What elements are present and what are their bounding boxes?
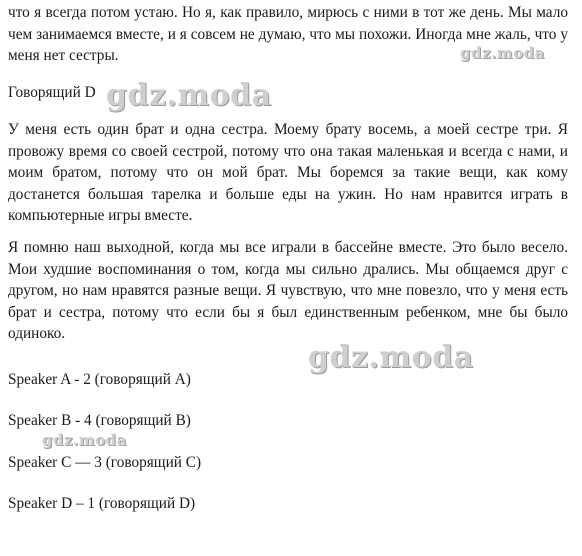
answer-speaker-a: Speaker A - 2 (говорящий А) xyxy=(8,371,191,388)
intro-paragraph: что я всегда потом устаю. Но я, как правило, мирюсь с ними в тот же день. Мы мало чем занимаемся вместе, и я совсем не думаю, что мы похожи. Иногда мне жаль, что у меня нет сестры. xyxy=(8,4,568,64)
speaker-d-paragraph-2: Я помню наш выходной, когда мы все играли в бассейне вместе. Это было весело. Мои худшие воспоминания о том, когда мы сильно дрались. Мы общаемся друг с другом, но нам нравятся разные вещи. Я чувствую, что мне повезло, что у меня есть брат и сестра, потому что если бы я был единственным ребенком, мне бы было одиноко. xyxy=(8,239,568,342)
watermark-small-top: gdz.moda xyxy=(460,44,545,62)
watermark-large-heading: gdz.moda xyxy=(106,78,272,113)
speaker-d-paragraph-1: У меня есть один брат и одна сестра. Моему брату восемь, а моей сестре три. Я провожу время со своей сестрой, потому что она такая маленькая и всегда с нами, и моим братом, потому что он мой брат. Мы боремся за такие вещи, как кому достанется большая тарелка и больше еды на ужин. Но нам нравится играть в компьютерные игры вместе. xyxy=(8,121,568,224)
answer-speaker-d: Speaker D – 1 (говорящий D) xyxy=(8,495,196,512)
answer-speaker-c: Speaker C — 3 (говорящий С) xyxy=(8,454,202,471)
watermark-small-bottom: gdz.moda xyxy=(42,431,127,449)
answer-speaker-b: Speaker B - 4 (говорящий В) xyxy=(8,412,191,429)
speaker-heading: Говорящий D xyxy=(8,84,96,101)
watermark-large-middle: gdz.moda xyxy=(308,340,474,375)
